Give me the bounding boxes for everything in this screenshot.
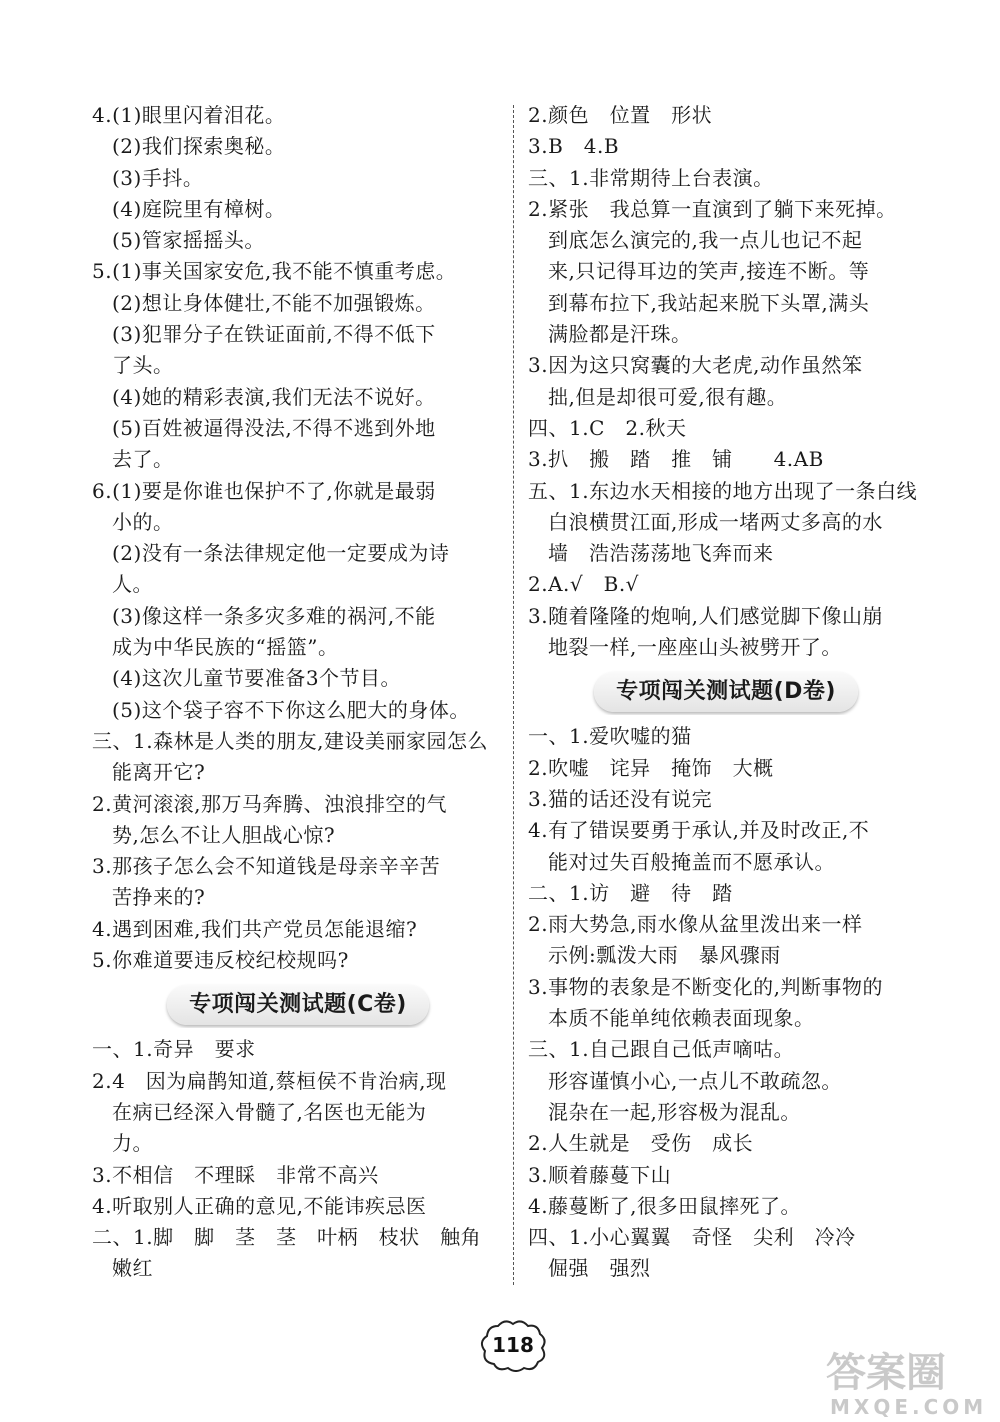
answer-line: 3.猫的话还没有说完 <box>528 786 713 811</box>
answer-line: 地裂一样,一座座山头被劈开了。 <box>548 635 842 660</box>
answer-line: (2)没有一条法律规定他一定要成为诗 <box>112 541 450 566</box>
answer-line: 4.遇到困难,我们共产党员怎能退缩? <box>92 916 418 941</box>
answer-line: 4.(1)眼里闪着泪花。 <box>92 103 286 127</box>
right-answer-column <box>528 100 924 1285</box>
answer-line: (2)想让身体健壮,不能不加强锻炼。 <box>112 290 436 315</box>
answer-line: 3.因为这只窝囊的大老虎,动作虽然笨 <box>528 353 863 378</box>
answer-line: 苦挣来的? <box>112 885 206 910</box>
answer-line: 2.A.√ B.√ <box>528 572 639 597</box>
answer-line: (3)手抖。 <box>112 165 204 190</box>
answer-line: 一、1.奇异 要求 <box>92 1037 256 1062</box>
answer-line: 力。 <box>112 1131 153 1156</box>
answer-line: 三、1.森林是人类的朋友,建设美丽家园怎么 <box>92 728 488 753</box>
answer-line: 本质不能单纯依赖表面现象。 <box>548 1006 815 1031</box>
answer-line: 5.你难道要违反校纪校规吗? <box>92 948 349 973</box>
answer-line: 2.颜色 位置 形状 <box>528 103 713 127</box>
answer-line: 2.黄河滚滚,那万马奔腾、浊浪排空的气 <box>92 791 447 816</box>
answer-line: 4.有了错误要勇于承认,并及时改正,不 <box>528 818 870 843</box>
answer-line: 二、1.访 避 待 踏 <box>528 880 733 905</box>
answer-line: 人。 <box>112 572 153 597</box>
answer-line: 拙,但是却很可爱,很有趣。 <box>548 384 788 409</box>
section-heading-label: 专项闯关测试题(D卷) <box>594 672 858 712</box>
answer-line: 形容谨慎小心,一点儿不敢疏忽。 <box>548 1068 842 1093</box>
answer-line: 能对过失百般掩盖而不愿承认。 <box>548 849 835 874</box>
answer-line: 3.扒 搬 踏 推 铺 4.AB <box>528 447 824 472</box>
answer-line: 在病已经深入骨髓了,名医也无能为 <box>112 1099 427 1124</box>
answer-line: (5)管家摇摇头。 <box>112 228 265 253</box>
answer-line: (5)这个袋子容不下你这么肥大的身体。 <box>112 697 470 722</box>
answer-line: 2.吹嘘 诧异 掩饰 大概 <box>528 755 774 780</box>
answer-line: 墙 浩浩荡荡地飞奔而来 <box>548 541 774 566</box>
watermark-logo <box>822 1346 982 1418</box>
answer-line: (3)像这样一条多灾多难的祸河,不能 <box>112 603 436 628</box>
watermark-text: 答案圈 <box>826 1350 946 1396</box>
answer-line: (4)庭院里有樟树。 <box>112 196 286 221</box>
answer-line: 三、1.自己跟自己低声嘀咕。 <box>528 1037 795 1062</box>
answer-line: 示例:瓢泼大雨 暴风骤雨 <box>548 943 781 968</box>
answer-line: 3.B 4.B <box>528 134 620 159</box>
answer-line: 2.紧张 我总算一直演到了躺下来死掉。 <box>528 196 897 221</box>
answer-line: 4.听取别人正确的意见,不能讳疾忌医 <box>92 1193 427 1218</box>
answer-line: 满脸都是汗珠。 <box>548 322 692 347</box>
answer-line: 来,只记得耳边的笑声,接连不断。等 <box>548 259 870 284</box>
answer-line: 到底怎么演完的,我一点儿也记不起 <box>548 228 863 253</box>
answer-line: (2)我们探索奥秘。 <box>112 134 286 159</box>
page-number: 118 <box>492 1333 534 1357</box>
answer-line: (3)犯罪分子在铁证面前,不得不低下 <box>112 322 436 347</box>
answer-line: 四、1.小心翼翼 奇怪 尖利 冷冷 <box>528 1225 856 1250</box>
answer-line: 6.(1)要是你谁也保护不了,你就是最弱 <box>92 478 436 503</box>
answer-line: 嫩红 <box>112 1256 153 1281</box>
answer-line: 2.4 因为扁鹊知道,蔡桓侯不肯治病,现 <box>92 1068 447 1093</box>
answer-line: 2.雨大势急,雨水像从盆里泼出来一样 <box>528 912 863 937</box>
answer-line: 倔强 强烈 <box>548 1256 651 1281</box>
answer-line: 3.顺着藤蔓下山 <box>528 1162 672 1187</box>
column-divider <box>513 105 514 1285</box>
answer-line: 3.事物的表象是不断变化的,判断事物的 <box>528 974 883 999</box>
page-number-badge <box>478 1318 548 1372</box>
answer-line: (4)她的精彩表演,我们无法不说好。 <box>112 384 436 409</box>
answer-line: 小的。 <box>112 509 174 534</box>
answer-line: 二、1.脚 脚 茎 茎 叶柄 枝状 触角 <box>92 1225 482 1250</box>
section-heading <box>528 669 924 715</box>
answer-line: 四、1.C 2.秋天 <box>528 415 687 440</box>
answer-line: 4.藤蔓断了,很多田鼠摔死了。 <box>528 1193 801 1218</box>
section-heading-label: 专项闯关测试题(C卷) <box>167 985 429 1025</box>
answer-line: 一、1.爱吹嘘的猫 <box>528 724 692 749</box>
answer-line: 能离开它? <box>112 760 206 785</box>
answer-line: 2.人生就是 受伤 成长 <box>528 1131 754 1156</box>
left-answer-column <box>92 100 504 1285</box>
answer-line: 3.那孩子怎么会不知道钱是母亲辛辛苦 <box>92 854 441 879</box>
answer-line: (4)这次儿童节要准备3个节目。 <box>112 666 402 691</box>
answer-line: 3.不相信 不理睬 非常不高兴 <box>92 1162 379 1187</box>
section-heading <box>92 982 504 1028</box>
answer-line: (5)百姓被逼得没法,不得不逃到外地 <box>112 415 436 440</box>
answer-line: 了头。 <box>112 353 174 378</box>
watermark-domain: MXQE.COM <box>830 1395 982 1418</box>
answer-line: 3.随着隆隆的炮响,人们感觉脚下像山崩 <box>528 603 883 628</box>
answer-line: 三、1.非常期待上台表演。 <box>528 165 774 190</box>
answer-line: 混杂在一起,形容极为混乱。 <box>548 1099 801 1124</box>
answer-line: 白浪横贯江面,形成一堵两丈多高的水 <box>548 509 883 534</box>
answer-line: 势,怎么不让人胆战心惊? <box>112 822 336 847</box>
answer-line: 5.(1)事关国家安危,我不能不慎重考虑。 <box>92 259 457 284</box>
answer-line: 到幕布拉下,我站起来脱下头罩,满头 <box>548 290 870 315</box>
answer-line: 去了。 <box>112 447 174 472</box>
answer-line: 成为中华民族的“摇篮”。 <box>112 635 339 660</box>
answer-line: 五、1.东边水天相接的地方出现了一条白线 <box>528 478 918 503</box>
